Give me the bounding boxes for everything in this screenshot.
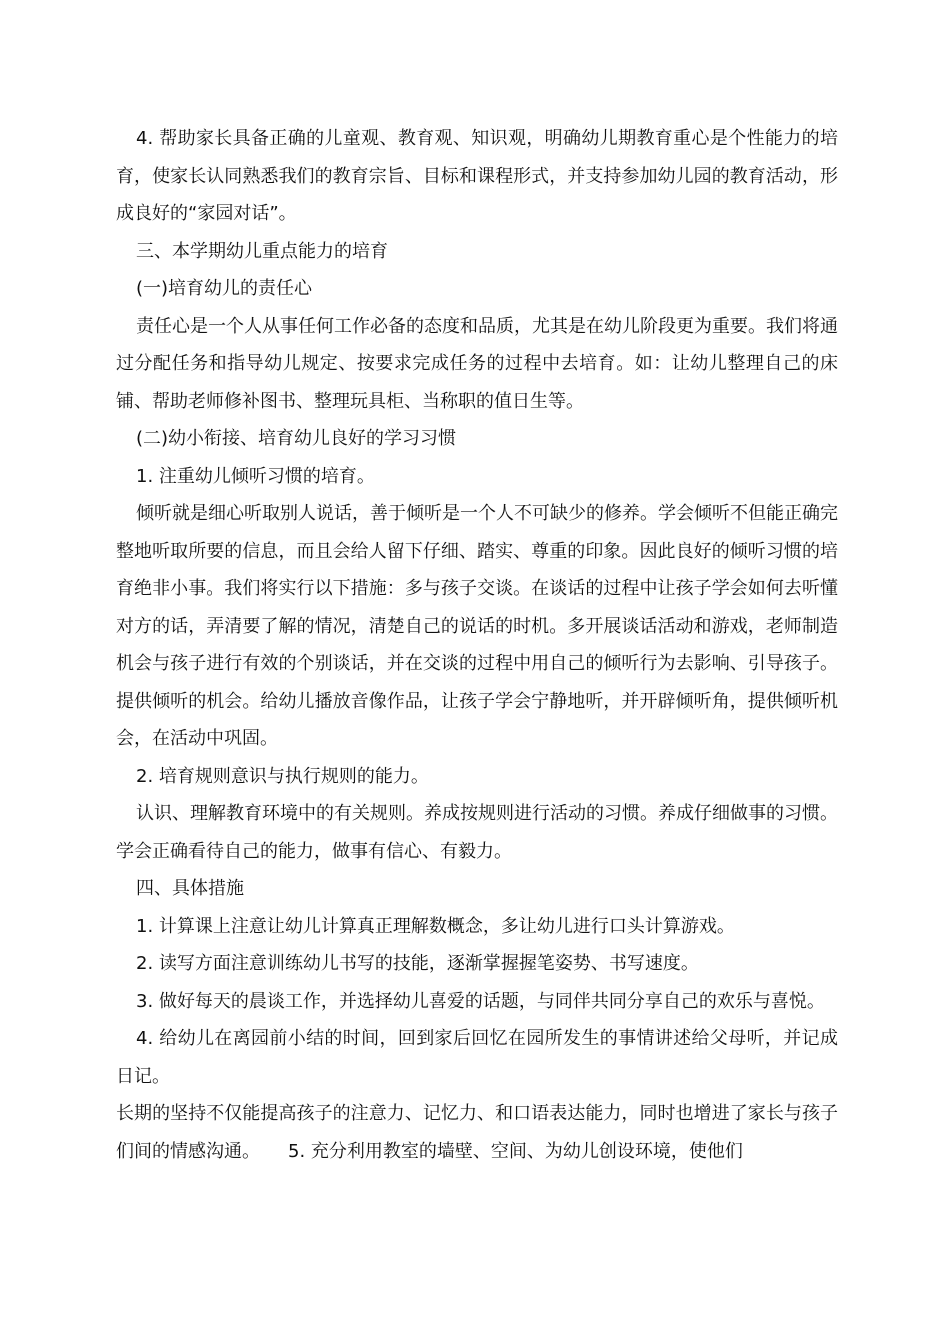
- item-listening-habit: 1. 注重幼儿倾听习惯的培育。: [136, 465, 375, 487]
- measure-item-5-start: 5. 充分利用教室的墙壁、空间、为幼儿创设环境，使他们: [288, 1140, 743, 1162]
- paragraph-parent-guidance: 4. 帮助家长具备正确的儿童观、教育观、知识观，明确幼儿期教育重心是个性能力的培育，使家长认同熟悉我们的教育宗旨、目标和课程形式，并支持参加幼儿园的教育活动，形成良好的“家园对话”。: [116, 128, 838, 224]
- long-term-text: 长期的坚持不仅能提高孩子的注意力、记忆力、和口语表达能力，同时也增进了家长与孩子们间的情感沟通。: [116, 1103, 838, 1162]
- paragraph-rules: 认识、理解教育环境中的有关规则。养成按规则进行活动的习惯。养成仔细做事的习惯。学会正确看待自己的能力，做事有信心、有毅力。: [116, 803, 838, 862]
- item-rules-awareness: 2. 培育规则意识与执行规则的能力。: [136, 765, 429, 787]
- paragraph-responsibility: 责任心是一个人从事任何工作必备的态度和品质，尤其是在幼儿阶段更为重要。我们将通过分配任务和指导幼儿规定、按要求完成任务的过程中去培育。如：让幼儿整理自己的床铺、帮助老师修补图书、整理玩具柜、当称职的值日生等。: [116, 315, 838, 412]
- section-heading-key-abilities: 三、本学期幼儿重点能力的培育: [136, 240, 388, 262]
- subheading-study-habits: (二)幼小衔接、培育幼儿良好的学习习惯: [136, 428, 457, 449]
- subheading-responsibility: (一)培育幼儿的责任心: [136, 278, 313, 299]
- document-body: [116, 120, 838, 1170]
- paragraph-long-term: [116, 1095, 838, 1170]
- measure-item-2: 2. 读写方面注意训练幼儿书写的技能，逐渐掌握握笔姿势、书写速度。: [136, 953, 699, 974]
- section-heading-measures: 四、具体措施: [136, 878, 244, 899]
- measure-item-4: 4. 给幼儿在离园前小结的时间，回到家后回忆在园所发生的事情讲述给父母听，并记成日记。: [116, 1028, 838, 1087]
- measure-item-1: 1. 计算课上注意让幼儿计算真正理解数概念，多让幼儿进行口头计算游戏。: [136, 915, 735, 937]
- paragraph-listening: 倾听就是细心听取别人说话，善于倾听是一个人不可缺少的修养。学会倾听不但能正确完整地听取所要的信息，而且会给人留下仔细、踏实、尊重的印象。因此良好的倾听习惯的培育绝非小事。我们将实行以下措施：多与孩子交谈。在谈话的过程中让孩子学会如何去听懂对方的话，弄清要了解的情况，清楚自己的说话的时机。多开展谈话活动和游戏，老师制造机会与孩子进行有效的个别谈话，并在交谈的过程中用自己的倾听行为去影响、引导孩子。提供倾听的机会。给幼儿播放音像作品，让孩子学会宁静地听，并开辟倾听角，提供倾听机会，在活动中巩固。: [116, 503, 838, 749]
- measure-item-3: 3. 做好每天的晨谈工作，并选择幼儿喜爱的话题，与同伴共同分享自己的欢乐与喜悦。: [136, 990, 825, 1012]
